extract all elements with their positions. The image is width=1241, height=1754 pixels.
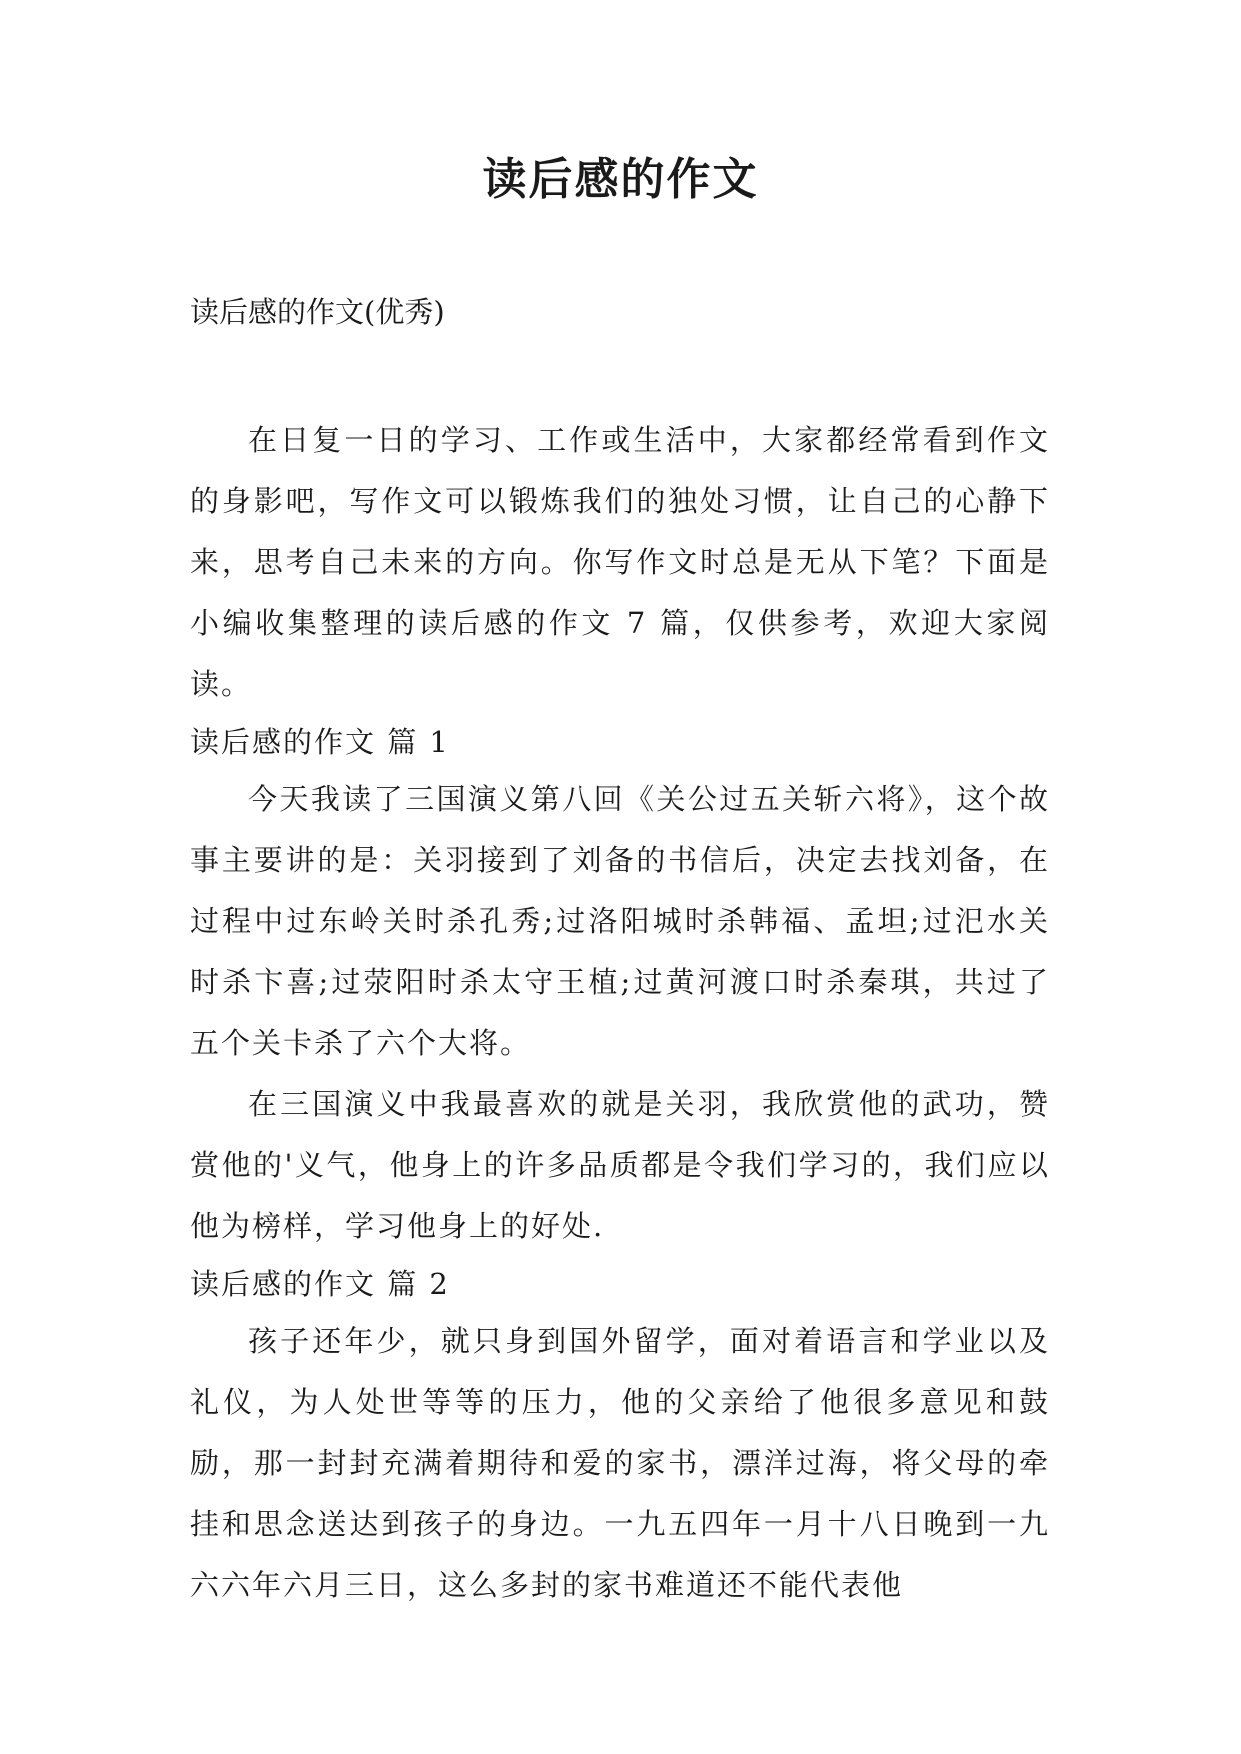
intro-paragraph: 在日复一日的学习、工作或生活中，大家都经常看到作文的身影吧，写作文可以锻炼我们的独处习惯，让自己的心静下来，思考自己未来的方向。你写作文时总是无从下笔？下面是小编收集整理的读后感的作文 7 篇，仅供参考，欢迎大家阅读。 (190, 423, 1050, 701)
section-2-paragraph-1: 孩子还年少，就只身到国外留学，面对着语言和学业以及礼仪，为人处世等等的压力，他的父亲给了他很多意见和鼓励，那一封封充满着期待和爱的家书，漂洋过海，将父母的牵挂和思念送达到孩子的身边。一九五四年一月十八日晚到一九六六年六月三日，这么多封的家书难道还不能代表他 (190, 1324, 1050, 1602)
document-body (190, 410, 1050, 1616)
document-subtitle: 读后感的作文(优秀) (190, 295, 445, 329)
section-heading-1: 读后感的作文 篇 1 (190, 725, 450, 759)
section-1-paragraph-1: 今天我读了三国演义第八回《关公过五关斩六将》，这个故事主要讲的是：关羽接到了刘备的书信后，决定去找刘备，在过程中过东岭关时杀孔秀;过洛阳城时杀韩福、孟坦;过汜水关时杀卞喜;过荥阳时杀太守王植;过黄河渡口时杀秦琪，共过了五个关卡杀了六个大将。 (190, 782, 1050, 1060)
section-1-paragraph-2: 在三国演义中我最喜欢的就是关羽，我欣赏他的武功，赞赏他的'义气，他身上的许多品质都是令我们学习的，我们应以他为榜样，学习他身上的好处. (190, 1087, 1050, 1243)
section-heading-2: 读后感的作文 篇 2 (190, 1267, 450, 1301)
document-title: 读后感的作文 (482, 154, 759, 205)
